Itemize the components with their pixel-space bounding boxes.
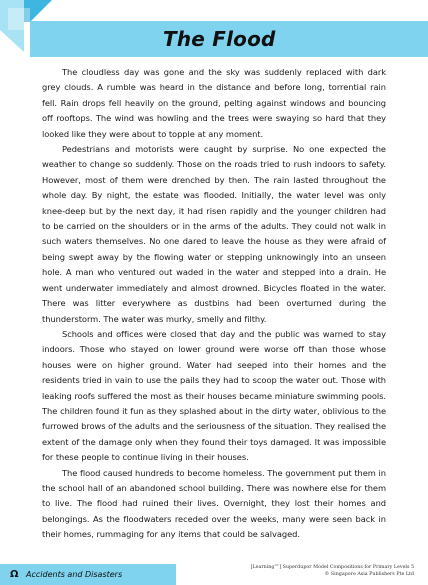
credit-line: [Learning™] Superdupor Model Compositions for Primary Levels 5 — [250, 565, 414, 570]
paragraph: Schools and offices were closed that day and the public was warned to stay indoors. Those who stayed on lower ground were worse off than those whose houses were on higher ground. Water had seeped into their homes and the residents tried in vain to use the pails they had to scoop the water out. Those with leaking roofs suffered the most as their houses became miniature swimming pools. The children found it fun as they splashed about in the dirty water, oblivious to the furrowed brows of the adults and the seriousness of the situation. They realised the extent of the damage only when they found their toys damaged. It was impossible for these people to continue living in their houses. — [42, 328, 386, 463]
paragraph: Pedestrians and motorists were caught by surprise. No one expected the weather to change so suddenly. Those on the roads tried to rush indoors to safety. However, most of them were drenched by then. The rain lasted throughout the whole day. By night, the estate was flooded. Initially, the water level was only knee-deep but by the next day, it had risen rapidly and the younger children had to be carried on the shoulders or in the arms of the adults. They could not walk in such waters themselves. No one dared to leave the house as they were afraid of being swept away by the flowing water or stepping unknowingly into an unseen hole. A man who ventured out waded in the water and stepped into a drain. He went underwater immediately and almost drowned. Bicycles floated in the water. There was litter everywhere as dustbins had been overturned during the thunderstorm. The water was murky, smelly and filthy. — [42, 144, 386, 324]
paragraph: The cloudless day was gone and the sky was suddenly replaced with dark grey clouds. A rumble was heard in the distance and before long, torrential rain fell. Rain drops fell heavily on the ground, pelting against windows and bouncing off rooftops. The wind was howling and the trees were swaying so hard that they looked like they were about to topple at any moment. — [42, 67, 386, 139]
page-title: The Flood — [163, 27, 276, 51]
credit-line: © Singapore Asia Publishers Pte Ltd — [324, 572, 414, 577]
section-title: Accidents and Disasters — [26, 570, 123, 579]
paragraph: The flood caused hundreds to become homeless. The government put them in the school hall of an abandoned school building. There was nowhere else for them to live. The flood had ruined their lives. Overnight, they lost their homes and belongings. As the floodwaters receded over the weeks, many were seen back in their homes, rummaging for any items that could be salvaged. — [42, 467, 386, 540]
story-body — [42, 65, 386, 543]
page-number: Ω — [10, 569, 19, 580]
publisher-credit — [214, 564, 414, 578]
